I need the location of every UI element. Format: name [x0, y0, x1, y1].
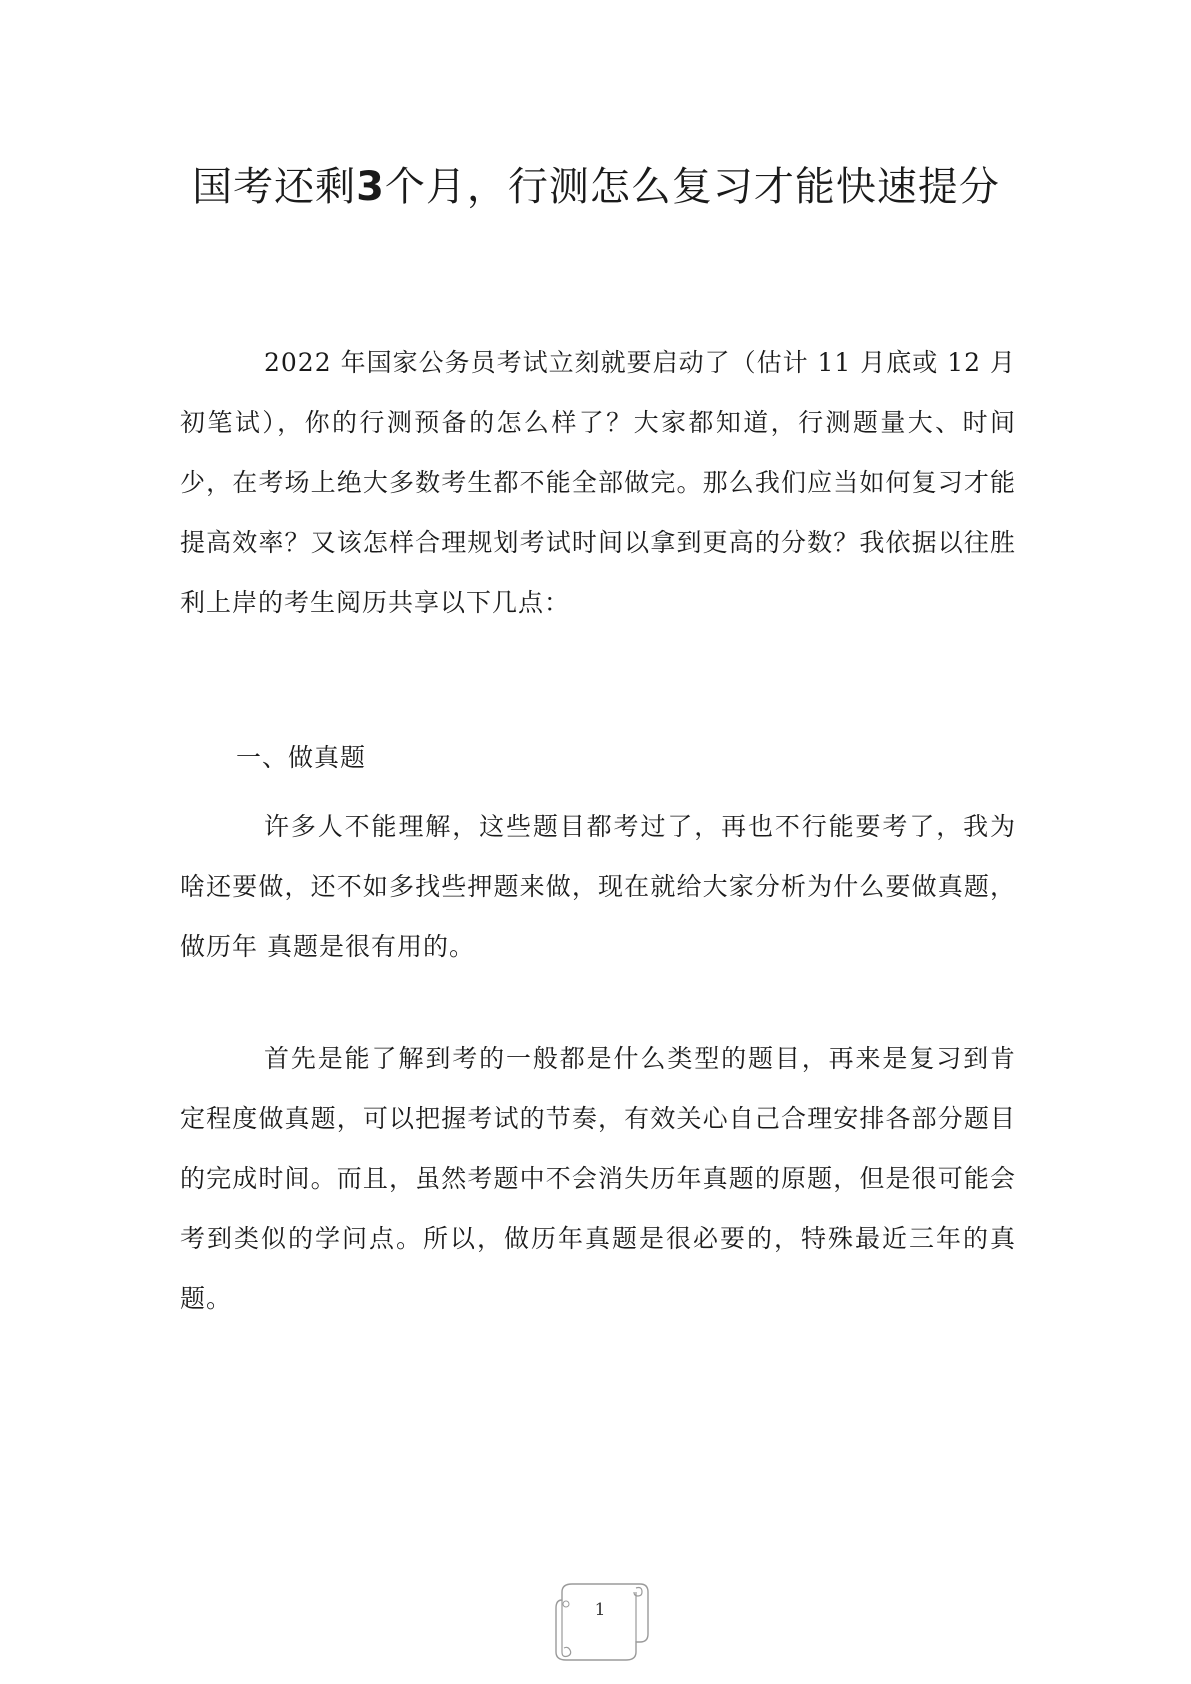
document-title — [175, 150, 1017, 225]
section-heading: 一、做真题 — [236, 743, 367, 772]
paragraph-1: 许多人不能理解，这些题目都考过了，再也不行能要考了，我为啥还要做，还不如多找些押题来做，现在就给大家分析为什么要做真题，做历年 真题是很有用的。 — [180, 812, 1016, 961]
title-number: 3 — [356, 164, 385, 210]
title-part-1: 国考还剩 — [192, 164, 357, 210]
page-number: 1 — [594, 1600, 606, 1620]
scroll-icon — [548, 1578, 652, 1664]
intro-paragraph: 2022 年国家公务员考试立刻就要启动了（估计 11 月底或 12 月初笔试），你的行测预备的怎么样了？大家都知道，行测题量大、时间少，在考场上绝大多数考生都不能全部做完。那么我们应当如何复习才能提高效率？又该怎样合理规划考试时间以拿到更高的分数？我依据以往胜利上岸的考生阅历共享以下几点： — [180, 348, 1016, 617]
title-part-2: 个月，行测怎么复习才能快速提分 — [384, 164, 1000, 210]
paragraph-2: 首先是能了解到考的一般都是什么类型的题目，再来是复习到肯定程度做真题，可以把握考试的节奏，有效关心自己合理安排各部分题目的完成时间。而且，虽然考题中不会消失历年真题的原题，但是很可能会考到类似的学问点。所以，做历年真题是很必要的，特殊最近三年的真题。 — [180, 1044, 1016, 1313]
page-number-badge — [548, 1578, 652, 1664]
